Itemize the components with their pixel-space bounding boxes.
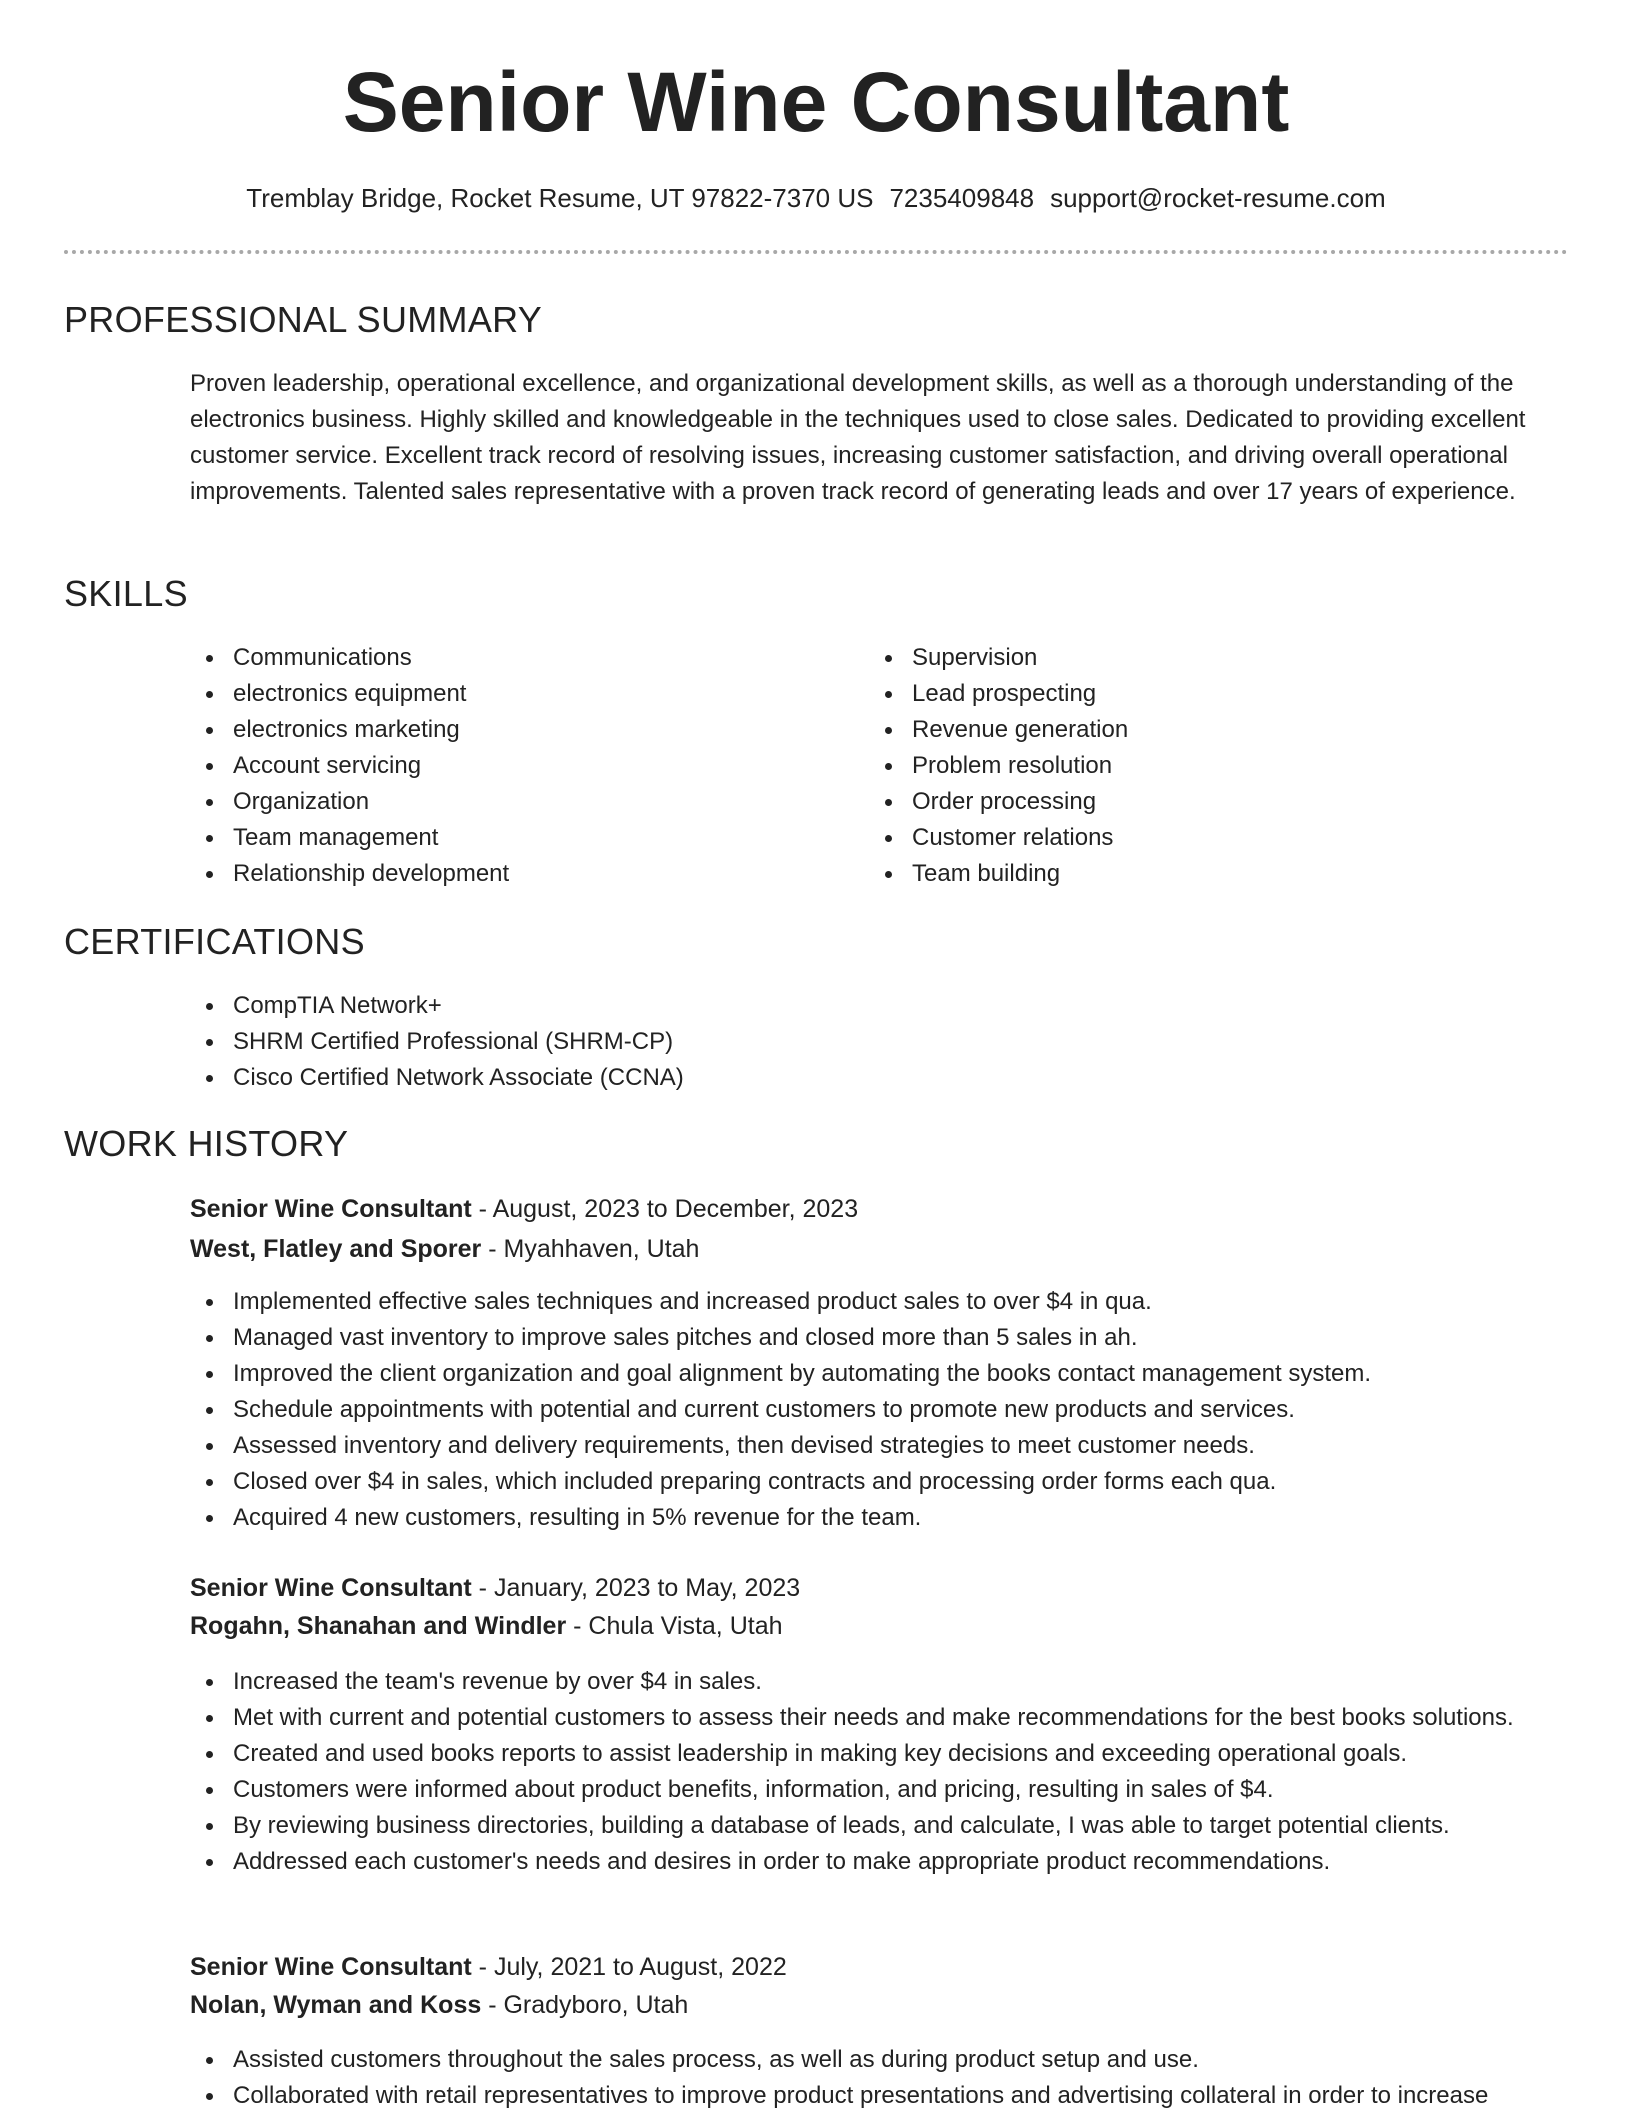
job-bullet: Closed over $4 in sales, which included preparing contracts and processing order forms each qua. — [190, 1464, 1568, 1500]
skill-item: electronics marketing — [190, 712, 830, 748]
job-bullet: By reviewing business directories, building a database of leads, and calculate, I was able to target potential clients. — [190, 1808, 1568, 1844]
job-bullet: Assessed inventory and delivery requirements, then devised strategies to meet customer needs. — [190, 1428, 1568, 1464]
job-role-line — [190, 1190, 1568, 1228]
job-bullet: Schedule appointments with potential and current customers to promote new products and services. — [190, 1392, 1568, 1428]
skill-item: Relationship development — [190, 856, 830, 892]
job-bullets — [190, 2042, 1568, 2112]
job-bullet: Customers were informed about product benefits, information, and pricing, resulting in sales of $4. — [190, 1772, 1568, 1808]
certifications-list — [190, 988, 1568, 1096]
job-bullet: Implemented effective sales techniques and increased product sales to over $4 in qua. — [190, 1284, 1568, 1320]
work-history-heading: WORK HISTORY — [64, 1123, 349, 1164]
job-dates: - July, 2021 to August, 2022 — [471, 1953, 787, 1981]
job-role-line — [190, 1948, 1568, 1986]
job-role: Senior Wine Consultant — [190, 1953, 472, 1981]
job-company-line — [190, 1986, 1568, 2024]
job-bullet: Met with current and potential customers to assess their needs and make recommendations for the best books solutions. — [190, 1700, 1568, 1736]
certifications-heading: CERTIFICATIONS — [64, 921, 365, 962]
job-bullets — [190, 1664, 1568, 1880]
job-bullet: Managed vast inventory to improve sales pitches and closed more than 5 sales in ah. — [190, 1320, 1568, 1356]
skill-item: electronics equipment — [190, 676, 830, 712]
skill-item: Account servicing — [190, 748, 830, 784]
job-dates: - August, 2023 to December, 2023 — [471, 1195, 859, 1223]
contact-line — [0, 180, 1632, 216]
skill-item: Problem resolution — [869, 748, 1509, 784]
summary-text: Proven leadership, operational excellence, and organizational development skills, as well as a thorough understanding of the electronics business. Highly skilled and knowledgeable in the techniques used to close sales. Dedicated to providing excellent customer service. Excellent track record of resolving issues, increasing customer satisfaction, and driving overall operational improvements. Talented sales representative with a proven track record of generating leads and over 17 years of experience. — [190, 370, 1526, 505]
job-bullet: Assisted customers throughout the sales process, as well as during product setup and use. — [190, 2042, 1568, 2078]
certification-item: Cisco Certified Network Associate (CCNA) — [190, 1060, 1568, 1096]
skill-item: Revenue generation — [869, 712, 1509, 748]
job-company: Nolan, Wyman and Koss — [190, 1991, 482, 2019]
job-role: Senior Wine Consultant — [190, 1195, 472, 1223]
job-bullet: Collaborated with retail representatives to improve product presentations and advertising collateral in order to increase — [190, 2078, 1568, 2112]
skill-item: Communications — [190, 640, 830, 676]
skill-item: Team building — [869, 856, 1509, 892]
job-location: - Gradyboro, Utah — [481, 1991, 689, 2019]
job-bullets — [190, 1284, 1568, 1536]
summary-heading: PROFESSIONAL SUMMARY — [64, 299, 543, 340]
contact-address: Tremblay Bridge, Rocket Resume, UT 97822-7370 US — [246, 183, 874, 213]
job-location: - Chula Vista, Utah — [566, 1612, 783, 1640]
job-company: West, Flatley and Sporer — [190, 1235, 482, 1263]
job-company-line — [190, 1607, 1568, 1645]
skills-list-left — [190, 640, 830, 892]
job-company-line — [190, 1230, 1568, 1268]
job-location: - Myahhaven, Utah — [481, 1235, 700, 1263]
job-company: Rogahn, Shanahan and Windler — [190, 1612, 567, 1640]
skills-heading: SKILLS — [64, 573, 188, 614]
job-bullet: Increased the team's revenue by over $4 in sales. — [190, 1664, 1568, 1700]
job-role-line — [190, 1569, 1568, 1607]
certification-item: CompTIA Network+ — [190, 988, 1568, 1024]
skills-list-right — [869, 640, 1509, 892]
job-dates: - January, 2023 to May, 2023 — [471, 1574, 801, 1602]
header-divider — [64, 250, 1568, 254]
resume-title: Senior Wine Consultant — [342, 55, 1290, 149]
skill-item: Organization — [190, 784, 830, 820]
job-role: Senior Wine Consultant — [190, 1574, 472, 1602]
job-bullet: Created and used books reports to assist leadership in making key decisions and exceeding operational goals. — [190, 1736, 1568, 1772]
contact-email: support@rocket-resume.com — [1050, 183, 1386, 213]
job-bullet: Improved the client organization and goal alignment by automating the books contact management system. — [190, 1356, 1568, 1392]
skill-item: Supervision — [869, 640, 1509, 676]
skill-item: Order processing — [869, 784, 1509, 820]
job-bullet: Addressed each customer's needs and desires in order to make appropriate product recommendations. — [190, 1844, 1568, 1880]
skill-item: Team management — [190, 820, 830, 856]
skill-item: Lead prospecting — [869, 676, 1509, 712]
skill-item: Customer relations — [869, 820, 1509, 856]
certification-item: SHRM Certified Professional (SHRM-CP) — [190, 1024, 1568, 1060]
contact-phone: 7235409848 — [889, 183, 1035, 213]
job-bullet: Acquired 4 new customers, resulting in 5% revenue for the team. — [190, 1500, 1568, 1536]
